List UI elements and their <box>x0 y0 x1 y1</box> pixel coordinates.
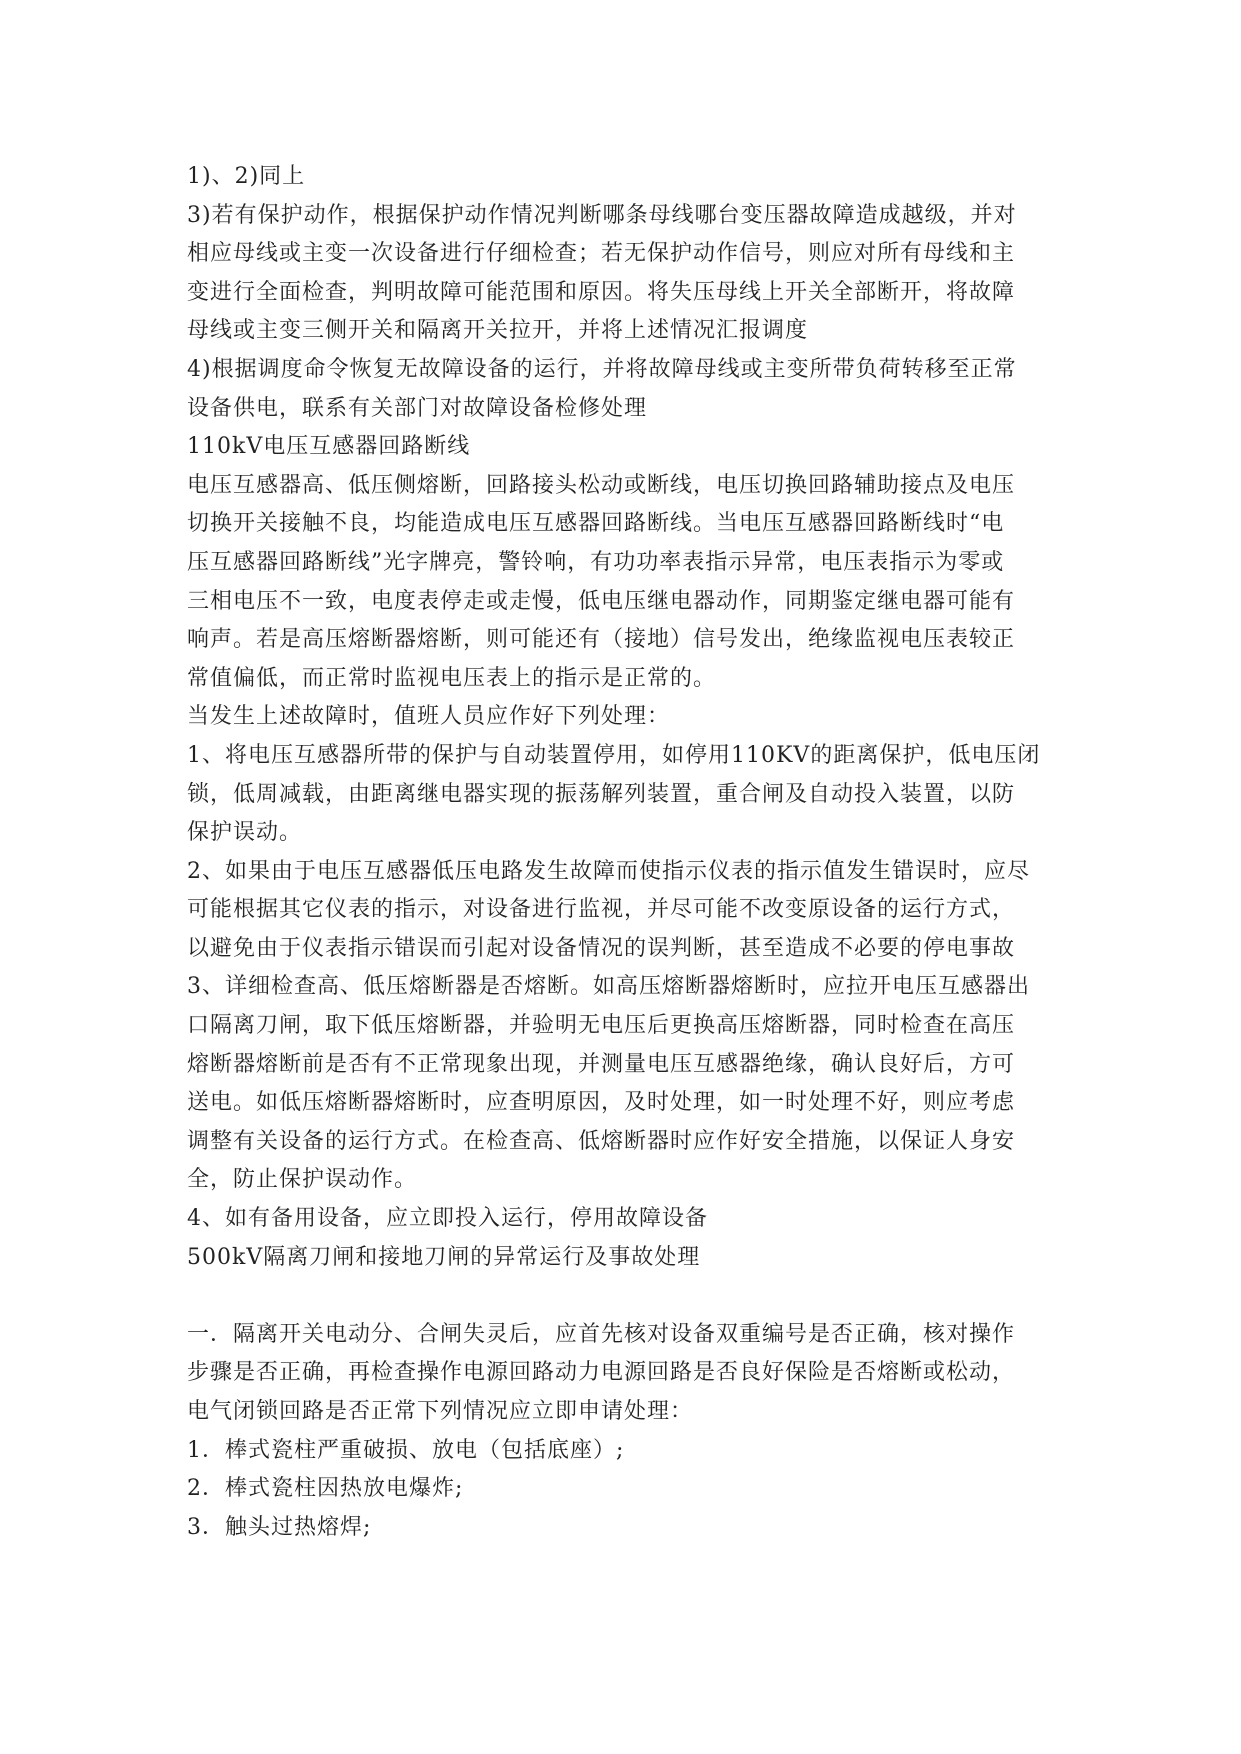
text-line: 口隔离刀闸，取下低压熔断器，并验明无电压后更换高压熔断器，同时检查在高压 <box>187 1013 1016 1039</box>
text-line: 一．隔离开关电动分、合闸失灵后，应首先核对设备双重编号是否正确，核对操作 <box>187 1321 1016 1347</box>
text-line: 相应母线或主变一次设备进行仔细检查；若无保护动作信号，则应对所有母线和主 <box>187 241 1016 267</box>
text-line: 3、详细检查高、低压熔断器是否熔断。如高压熔断器熔断时，应拉开电压互感器出 <box>187 974 1030 1000</box>
text-line: 切换开关接触不良，均能造成电压互感器回路断线。当电压互感器回路断线时“电 <box>187 511 1005 537</box>
blank-line <box>187 1277 1067 1316</box>
text-line: 2．棒式瓷柱因热放电爆炸; <box>187 1476 464 1502</box>
text-line: 1)、2)同上 <box>187 164 306 189</box>
text-line: 以避免由于仪表指示错误而引起对设备情况的误判断，甚至造成不必要的停电事故 <box>187 935 1016 961</box>
text-line: 1．棒式瓷柱严重破损、放电（包括底座）; <box>187 1437 625 1463</box>
text-line: 送电。如低压熔断器熔断时，应查明原因，及时处理，如一时处理不好，则应考虑 <box>187 1090 1016 1116</box>
text-line: 500kV隔离刀闸和接地刀闸的异常运行及事故处理 <box>187 1244 701 1270</box>
text-line: 1、将电压互感器所带的保护与自动装置停用，如停用110KV的距离保护，低电压闭 <box>187 742 1041 768</box>
document-body <box>187 158 1067 1547</box>
text-line: 当发生上述故障时，值班人员应作好下列处理： <box>187 704 671 730</box>
text-line: 三相电压不一致，电度表停走或走慢，低电压继电器动作，同期鉴定继电器可能有 <box>187 588 1016 614</box>
text-line: 锁，低周减载，由距离继电器实现的振荡解列装置，重合闸及自动投入装置，以防 <box>187 781 1016 807</box>
text-line: 2、如果由于电压互感器低压电路发生故障而使指示仪表的指示值发生错误时，应尽 <box>187 858 1030 884</box>
text-line: 调整有关设备的运行方式。在检查高、低熔断器时应作好安全措施，以保证人身安 <box>187 1128 1016 1154</box>
text-line: 响声。若是高压熔断器熔断，则可能还有（接地）信号发出，绝缘监视电压表较正 <box>187 627 1016 653</box>
text-line: 3．触头过热熔焊; <box>187 1514 372 1540</box>
text-line: 全，防止保护误动作。 <box>187 1167 418 1193</box>
text-line: 4、如有备用设备，应立即投入运行，停用故障设备 <box>187 1206 708 1232</box>
text-line: 110kV电压互感器回路断线 <box>187 434 471 460</box>
text-line: 常值偏低，而正常时监视电压表上的指示是正常的。 <box>187 665 717 691</box>
text-line: 4)根据调度命令恢复无故障设备的运行，并将故障母线或主变所带负荷转移至正常 <box>187 356 1017 382</box>
text-line: 变进行全面检查，判明故障可能范围和原因。将失压母线上开关全部断开，将故障 <box>187 279 1016 305</box>
text-line: 熔断器熔断前是否有不正常现象出现，并测量电压互感器绝缘，确认良好后，方可 <box>187 1051 1016 1077</box>
text-line: 设备供电，联系有关部门对故障设备检修处理 <box>187 395 648 421</box>
text-line: 保护误动。 <box>187 820 303 846</box>
text-line: 电气闭锁回路是否正常下列情况应立即申请处理： <box>187 1399 694 1424</box>
text-line: 可能根据其它仪表的指示，对设备进行监视，并尽可能不改变原设备的运行方式， <box>187 897 1016 923</box>
text-line: 3)若有保护动作，根据保护动作情况判断哪条母线哪台变压器故障造成越级，并对 <box>187 202 1017 228</box>
text-line: 步骤是否正确，再检查操作电源回路动力电源回路是否良好保险是否熔断或松动， <box>187 1360 1016 1386</box>
text-line: 母线或主变三侧开关和隔离开关拉开，并将上述情况汇报调度 <box>187 318 809 344</box>
text-line: 压互感器回路断线”光字牌亮，警铃响，有功功率表指示异常，电压表指示为零或 <box>187 549 1005 575</box>
text-line: 电压互感器高、低压侧熔断，回路接头松动或断线，电压切换回路辅助接点及电压 <box>187 472 1016 498</box>
